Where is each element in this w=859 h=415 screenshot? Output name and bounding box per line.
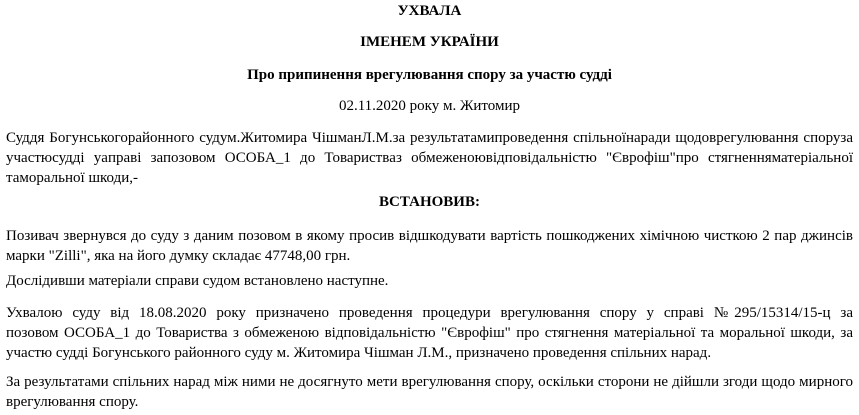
paragraph-line: Позивач звернувся до суду з даним позовом в якому просив відшкодувати вартість пошкоджених хімічною чисткою 2 пар джинсів bbox=[6, 228, 853, 244]
ruling-subject: Про припинення врегулювання спору за участю судді bbox=[247, 67, 612, 83]
established-heading: ВСТАНОВИВ: bbox=[379, 194, 480, 210]
paragraph-line: Дослідивши матеріали справи судом встановлено наступне. bbox=[6, 273, 389, 289]
document-title: УХВАЛА bbox=[397, 3, 462, 19]
paragraph-line: Ухвалою суду від 18.08.2020 року призначено проведення процедури врегулювання спору у справі №295/15314/15-ц за bbox=[6, 305, 853, 321]
paragraph-claim bbox=[6, 226, 853, 266]
intro-line: таморальної шкоди,- bbox=[6, 170, 138, 186]
paragraph-line: марки "Zilli", яка на його думку складає 47748,00 грн. bbox=[6, 248, 351, 264]
paragraph-line: врегулювання спору. bbox=[6, 394, 139, 410]
paragraph-findings bbox=[6, 271, 853, 291]
paragraph-meeting-results bbox=[6, 372, 853, 412]
paragraph-ruling-history bbox=[6, 303, 853, 363]
paragraph-line: участю судді Богунського районного суду м. Житомира Чішман Л.М., призначено проведення спільних нарад. bbox=[6, 345, 712, 361]
intro-paragraph bbox=[6, 128, 853, 188]
in-the-name-heading: ІМЕНЕМ УКРАЇНИ bbox=[360, 34, 499, 50]
date-and-place: 02.11.2020 року м. Житомир bbox=[338, 98, 521, 114]
paragraph-line: За результатами спільних нарад між ними не досягнуто мети врегулювання спору, оскільки сторони не дійшли згоди щодо мирного bbox=[6, 374, 853, 390]
intro-line: Суддя Богунськогорайонного судум.Житомира ЧішманЛ.М.за результатамипроведення спільноїнаради щодоврегулювання спорузa bbox=[6, 130, 853, 146]
paragraph-line: позовом ОСОБА_1 до Товариства з обмеженою відповідальністю "Єврофіш" про стягнення матеріальної та моральної шкоди, за bbox=[6, 325, 853, 341]
intro-line: участюсудді уaправі запозовом ОСОБА_1 до Товариствaз обмеженоювідповідальністю "Єврофіш"про стягненняматеріальної bbox=[6, 150, 853, 166]
